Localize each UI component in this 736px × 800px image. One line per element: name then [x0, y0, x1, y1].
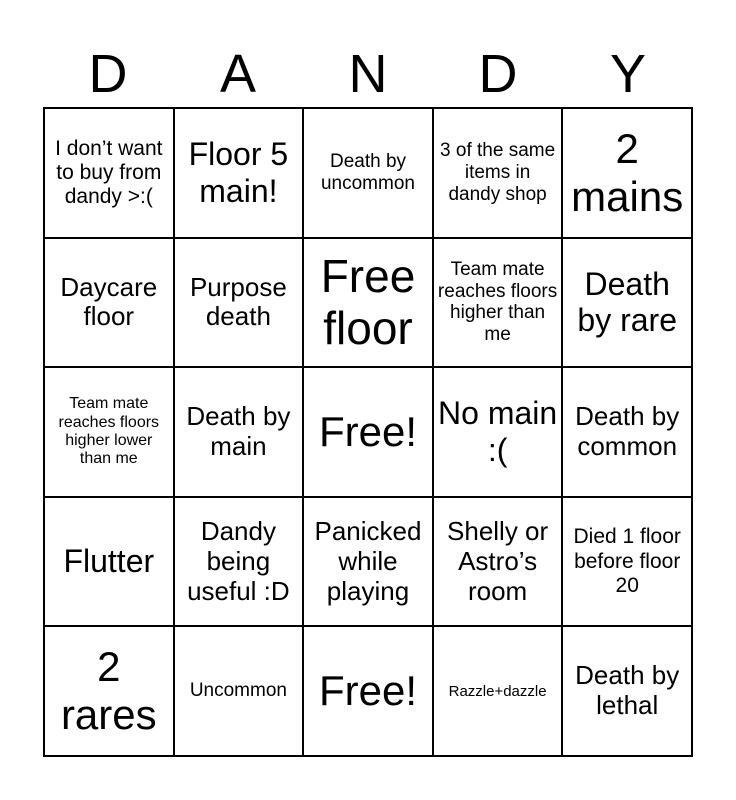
bingo-cell[interactable]: Died 1 floor before floor 20	[562, 497, 692, 627]
header-letter-a: A	[219, 44, 257, 104]
bingo-cell[interactable]: Shelly or Astro’s room	[433, 497, 563, 627]
bingo-cell[interactable]: Team mate reaches floors higher than me	[433, 238, 563, 368]
bingo-cell[interactable]: Death by rare	[562, 238, 692, 368]
bingo-cell[interactable]: Uncommon	[174, 626, 304, 756]
header-letter-y: Y	[609, 44, 647, 104]
bingo-cell[interactable]: No main :(	[433, 367, 563, 497]
bingo-cell[interactable]: Daycare floor	[44, 238, 174, 368]
bingo-grid	[43, 107, 693, 757]
bingo-cell[interactable]: Dandy being useful :D	[174, 497, 304, 627]
header-letter-n: N	[348, 44, 388, 104]
bingo-cell[interactable]: 2 mains	[562, 108, 692, 238]
bingo-cell[interactable]: Floor 5 main!	[174, 108, 304, 238]
bingo-cell[interactable]: Team mate reaches floors higher lower than me	[44, 367, 174, 497]
bingo-cell[interactable]: Free floor	[303, 238, 433, 368]
bingo-cell[interactable]: Free!	[303, 626, 433, 756]
bingo-cell[interactable]: Free!	[303, 367, 433, 497]
bingo-cell[interactable]: Purpose death	[174, 238, 304, 368]
bingo-cell[interactable]: Death by main	[174, 367, 304, 497]
bingo-cell[interactable]: Razzle+dazzle	[433, 626, 563, 756]
bingo-cell[interactable]: 2 rares	[44, 626, 174, 756]
bingo-cell[interactable]: Death by common	[562, 367, 692, 497]
bingo-cell[interactable]: Flutter	[44, 497, 174, 627]
bingo-cell[interactable]: Panicked while playing	[303, 497, 433, 627]
bingo-cell[interactable]: I don’t want to buy from dandy >:(	[44, 108, 174, 238]
bingo-cell[interactable]: 3 of the same items in dandy shop	[433, 108, 563, 238]
header-letter-d2: D	[478, 44, 518, 104]
header-letter-d: D	[88, 44, 128, 104]
bingo-cell[interactable]: Death by uncommon	[303, 108, 433, 238]
bingo-cell[interactable]: Death by lethal	[562, 626, 692, 756]
bingo-header	[43, 40, 693, 108]
